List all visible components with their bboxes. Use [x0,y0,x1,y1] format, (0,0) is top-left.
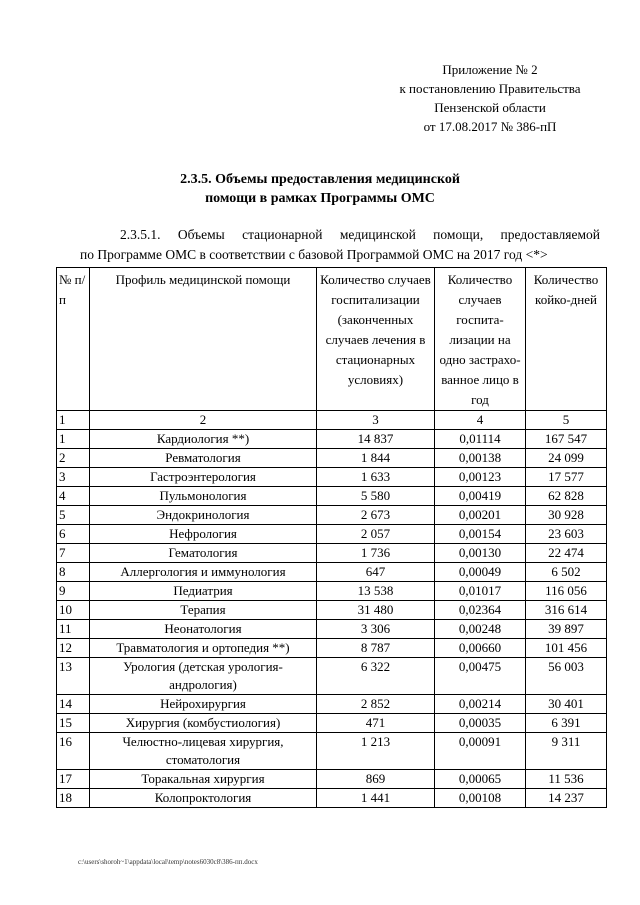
row-bed-days: 6 502 [526,563,607,582]
table-row [57,468,607,487]
row-bed-days: 22 474 [526,544,607,563]
table-row [57,449,607,468]
table-row [57,733,607,770]
row-cases: 31 480 [317,601,435,620]
row-per-person: 0,00419 [435,487,526,506]
row-number: 7 [57,544,90,563]
row-cases: 2 673 [317,506,435,525]
row-cases: 8 787 [317,639,435,658]
row-per-person: 0,00660 [435,639,526,658]
row-per-person: 0,00123 [435,468,526,487]
row-cases: 1 633 [317,468,435,487]
appendix-line-4: от 17.08.2017 № 386-пП [423,119,557,134]
row-bed-days: 14 237 [526,789,607,808]
heading-line-2: помощи в рамках Программы ОМС [205,191,435,206]
row-profile: Колопроктология [90,789,317,808]
row-number: 12 [57,639,90,658]
row-number: 9 [57,582,90,601]
row-profile: Ревматология [90,449,317,468]
row-number: 3 [57,468,90,487]
row-per-person: 0,00201 [435,506,526,525]
row-profile: Нейрохирургия [90,695,317,714]
row-profile: Неонатология [90,620,317,639]
row-per-person: 0,00138 [435,449,526,468]
row-bed-days: 167 547 [526,430,607,449]
row-bed-days: 316 614 [526,601,607,620]
row-profile: Терапия [90,601,317,620]
table-row [57,639,607,658]
row-cases: 2 057 [317,525,435,544]
row-bed-days: 11 536 [526,770,607,789]
row-cases: 5 580 [317,487,435,506]
row-per-person: 0,00248 [435,620,526,639]
row-bed-days: 23 603 [526,525,607,544]
row-bed-days: 30 401 [526,695,607,714]
row-bed-days: 62 828 [526,487,607,506]
row-per-person: 0,01017 [435,582,526,601]
row-number: 14 [57,695,90,714]
row-bed-days: 6 391 [526,714,607,733]
row-per-person: 0,00130 [435,544,526,563]
appendix-line-1: Приложение № 2 [442,62,538,77]
row-per-person: 0,00049 [435,563,526,582]
row-number: 10 [57,601,90,620]
row-per-person: 0,02364 [435,601,526,620]
row-cases: 869 [317,770,435,789]
volumes-table [56,267,607,808]
table-row [57,770,607,789]
row-bed-days: 24 099 [526,449,607,468]
appendix-block [370,60,610,136]
header-number: № п/п [57,268,90,411]
row-cases: 1 844 [317,449,435,468]
appendix-line-3: Пензенской области [434,100,546,115]
col-number: 1 [57,411,90,430]
row-cases: 13 538 [317,582,435,601]
table-header-row [57,268,607,411]
table-row [57,430,607,449]
row-profile: Хирургия (комбустиология) [90,714,317,733]
table-row [57,525,607,544]
intro-paragraph [80,225,600,265]
row-per-person: 0,00065 [435,770,526,789]
row-number: 8 [57,563,90,582]
row-number: 11 [57,620,90,639]
table-row [57,789,607,808]
row-profile: Аллергология и иммунология [90,563,317,582]
row-per-person: 0,00214 [435,695,526,714]
row-per-person: 0,00108 [435,789,526,808]
header-profile: Профиль медицинской помощи [90,268,317,411]
row-number: 4 [57,487,90,506]
row-per-person: 0,00035 [435,714,526,733]
row-number: 2 [57,449,90,468]
col-number: 4 [435,411,526,430]
row-number: 16 [57,733,90,770]
table-row [57,487,607,506]
intro-line-1: 2.3.5.1. Объемы стационарной медицинской помощи, предоставляемой [120,227,600,242]
table-row [57,601,607,620]
appendix-line-2: к постановлению Правительства [399,81,581,96]
col-number: 3 [317,411,435,430]
row-cases: 1 441 [317,789,435,808]
table-row [57,695,607,714]
row-profile: Нефрология [90,525,317,544]
col-number: 5 [526,411,607,430]
header-bed-days: Количество койко-дней [526,268,607,411]
row-bed-days: 30 928 [526,506,607,525]
row-number: 1 [57,430,90,449]
row-bed-days: 17 577 [526,468,607,487]
row-number: 5 [57,506,90,525]
table-body [57,430,607,808]
row-bed-days: 56 003 [526,658,607,695]
column-number-row [57,411,607,430]
row-profile: Эндокринология [90,506,317,525]
section-heading [120,170,520,208]
row-number: 18 [57,789,90,808]
row-cases: 6 322 [317,658,435,695]
table-row [57,714,607,733]
header-per-person: Количество случаев госпита-лизации на одно застрахо-ванное лицо в год [435,268,526,411]
row-cases: 647 [317,563,435,582]
table-row [57,544,607,563]
row-profile: Травматология и ортопедия **) [90,639,317,658]
row-bed-days: 9 311 [526,733,607,770]
table-row [57,658,607,695]
row-profile: Торакальная хирургия [90,770,317,789]
row-per-person: 0,00154 [435,525,526,544]
row-cases: 3 306 [317,620,435,639]
intro-line-2: по Программе ОМС в соответствии с базовой Программой ОМС на 2017 год <*> [80,247,548,262]
row-number: 17 [57,770,90,789]
file-path-footer: c:\users\shoroh~1\appdata\local\temp\notes6030c8\386-пп.docx [78,858,258,866]
row-cases: 14 837 [317,430,435,449]
row-number: 6 [57,525,90,544]
header-cases: Количество случаев госпитализации (законченных случаев лечения в стационарных условиях) [317,268,435,411]
row-per-person: 0,00091 [435,733,526,770]
row-bed-days: 39 897 [526,620,607,639]
row-profile: Педиатрия [90,582,317,601]
row-profile: Гематология [90,544,317,563]
table-row [57,563,607,582]
row-bed-days: 116 056 [526,582,607,601]
row-cases: 1 736 [317,544,435,563]
row-per-person: 0,00475 [435,658,526,695]
row-number: 13 [57,658,90,695]
row-bed-days: 101 456 [526,639,607,658]
table-row [57,506,607,525]
table-row [57,620,607,639]
row-cases: 2 852 [317,695,435,714]
row-per-person: 0,01114 [435,430,526,449]
row-profile: Гастроэнтерология [90,468,317,487]
row-profile: Челюстно-лицевая хирургия, стоматология [90,733,317,770]
row-number: 15 [57,714,90,733]
row-profile: Пульмонология [90,487,317,506]
heading-line-1: 2.3.5. Объемы предоставления медицинской [180,172,460,187]
row-profile: Урология (детская урология-андрология) [90,658,317,695]
col-number: 2 [90,411,317,430]
table-row [57,582,607,601]
row-cases: 471 [317,714,435,733]
row-profile: Кардиология **) [90,430,317,449]
row-cases: 1 213 [317,733,435,770]
